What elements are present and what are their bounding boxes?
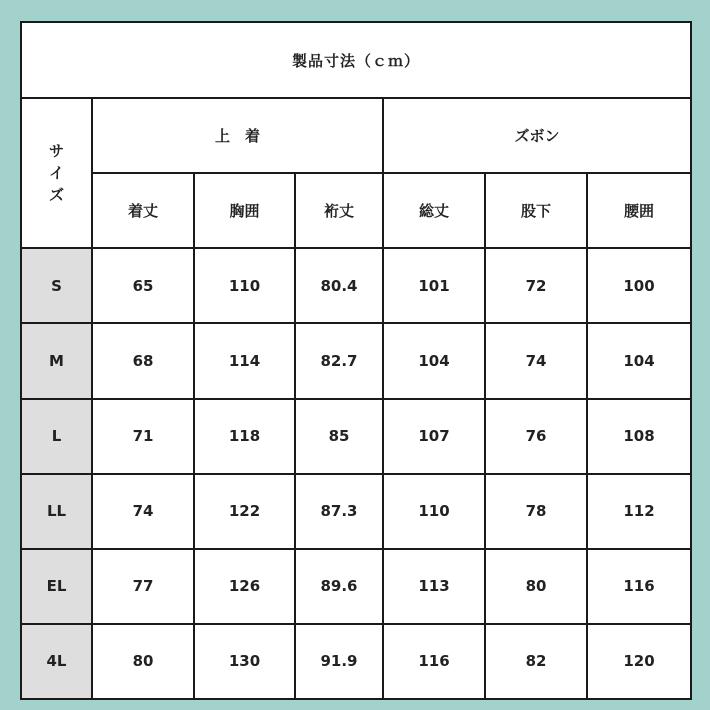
table-cell: 104 [383, 323, 485, 398]
table-cell: 130 [194, 624, 295, 699]
table-title: 製品寸法（ｃｍ） [21, 22, 691, 98]
table-row [21, 323, 691, 398]
table-cell: 104 [587, 323, 691, 398]
table-cell: 126 [194, 549, 295, 624]
table-cell: 74 [92, 474, 194, 549]
column-header-length: 着丈 [92, 173, 194, 248]
table-row [21, 474, 691, 549]
table-cell: 114 [194, 323, 295, 398]
size-label: S [21, 248, 92, 323]
size-label: 4L [21, 624, 92, 699]
table-cell: 77 [92, 549, 194, 624]
table-cell: 80.4 [295, 248, 383, 323]
table-cell: 74 [485, 323, 587, 398]
table-cell: 113 [383, 549, 485, 624]
column-header-sleeve: 裄丈 [295, 173, 383, 248]
table-cell: 80 [485, 549, 587, 624]
size-label: LL [21, 474, 92, 549]
table-cell: 110 [194, 248, 295, 323]
table-cell: 78 [485, 474, 587, 549]
table-row [21, 248, 691, 323]
table-cell: 116 [587, 549, 691, 624]
table-cell: 120 [587, 624, 691, 699]
table-cell: 91.9 [295, 624, 383, 699]
table-cell: 68 [92, 323, 194, 398]
table-cell: 112 [587, 474, 691, 549]
table-row [21, 549, 691, 624]
size-column-header [21, 98, 92, 248]
column-header-total-length: 総丈 [383, 173, 485, 248]
column-header-inseam: 股下 [485, 173, 587, 248]
table-cell: 87.3 [295, 474, 383, 549]
table-row [21, 624, 691, 699]
table-cell: 80 [92, 624, 194, 699]
table-cell: 82.7 [295, 323, 383, 398]
column-header-chest: 胸囲 [194, 173, 295, 248]
column-header-waist: 腰囲 [587, 173, 691, 248]
size-header-char: サ [48, 142, 64, 161]
table-cell: 122 [194, 474, 295, 549]
table-row [21, 399, 691, 474]
pants-group-header: ズボン [383, 98, 691, 173]
table-cell: 72 [485, 248, 587, 323]
table-cell: 76 [485, 399, 587, 474]
table-cell: 116 [383, 624, 485, 699]
size-label: L [21, 399, 92, 474]
size-header-char: イ [48, 164, 64, 183]
table-cell: 89.6 [295, 549, 383, 624]
table-cell: 82 [485, 624, 587, 699]
size-header-char: ズ [48, 186, 64, 205]
size-label: EL [21, 549, 92, 624]
size-label: M [21, 323, 92, 398]
table-cell: 110 [383, 474, 485, 549]
table-cell: 108 [587, 399, 691, 474]
group-header-row [21, 98, 691, 173]
column-header-row [21, 173, 691, 248]
table-cell: 85 [295, 399, 383, 474]
table-cell: 118 [194, 399, 295, 474]
jacket-group-header: 上 着 [92, 98, 383, 173]
table-cell: 101 [383, 248, 485, 323]
table-cell: 65 [92, 248, 194, 323]
table-cell: 71 [92, 399, 194, 474]
size-table [20, 21, 692, 700]
table-cell: 107 [383, 399, 485, 474]
title-row [21, 22, 691, 98]
table-cell: 100 [587, 248, 691, 323]
